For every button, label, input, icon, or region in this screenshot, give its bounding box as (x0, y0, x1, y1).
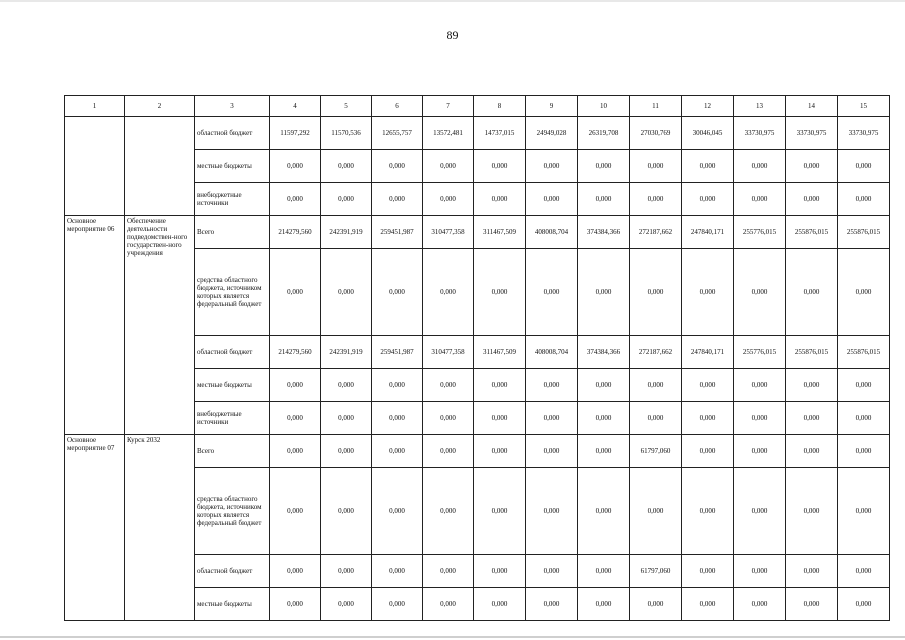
source-label: областной бюджет (195, 555, 270, 588)
value-cell: 255776,015 (734, 336, 786, 369)
value-cell: 0,000 (270, 468, 321, 555)
value-cell: 0,000 (270, 369, 321, 402)
value-cell: 255876,015 (838, 216, 890, 249)
column-number-9: 9 (526, 96, 578, 117)
value-cell: 408008,704 (526, 216, 578, 249)
source-label: местные бюджеты (195, 150, 270, 183)
header-row (65, 96, 890, 117)
value-cell: 214279,560 (270, 336, 321, 369)
value-cell: 0,000 (474, 369, 526, 402)
value-cell: 0,000 (270, 435, 321, 468)
value-cell: 0,000 (786, 183, 838, 216)
value-cell: 259451,987 (372, 336, 423, 369)
scan-edge-top (0, 0, 905, 2)
value-cell: 0,000 (270, 402, 321, 435)
column-number-11: 11 (630, 96, 682, 117)
value-cell: 0,000 (321, 588, 372, 621)
value-cell: 0,000 (838, 183, 890, 216)
value-cell: 30046,045 (682, 117, 734, 150)
value-cell: 0,000 (321, 468, 372, 555)
value-cell: 0,000 (474, 183, 526, 216)
column-number-15: 15 (838, 96, 890, 117)
value-cell: 0,000 (630, 249, 682, 336)
value-cell: 0,000 (682, 468, 734, 555)
value-cell: 0,000 (423, 435, 474, 468)
value-cell: 0,000 (578, 555, 630, 588)
value-cell: 0,000 (423, 369, 474, 402)
value-cell: 311467,509 (474, 336, 526, 369)
value-cell: 0,000 (838, 150, 890, 183)
value-cell: 272187,662 (630, 336, 682, 369)
value-cell: 13572,481 (423, 117, 474, 150)
measure-cell: Основное мероприятие 07 (65, 435, 125, 621)
column-number-14: 14 (786, 96, 838, 117)
value-cell: 0,000 (786, 468, 838, 555)
table-row (65, 435, 890, 468)
value-cell: 0,000 (526, 369, 578, 402)
measure-name-cell: Обеспечение деятельности подведомствен-ного государствен-ного учреждения (125, 216, 195, 435)
column-number-10: 10 (578, 96, 630, 117)
value-cell: 0,000 (630, 468, 682, 555)
measure-name-cell (125, 117, 195, 216)
value-cell: 61797,060 (630, 555, 682, 588)
value-cell: 0,000 (321, 249, 372, 336)
value-cell: 310477,358 (423, 216, 474, 249)
source-label: внебюджетные источники (195, 183, 270, 216)
value-cell: 0,000 (321, 369, 372, 402)
value-cell: 0,000 (786, 249, 838, 336)
value-cell: 0,000 (630, 183, 682, 216)
value-cell: 0,000 (372, 369, 423, 402)
value-cell: 14737,015 (474, 117, 526, 150)
value-cell: 0,000 (372, 402, 423, 435)
value-cell: 0,000 (786, 588, 838, 621)
value-cell: 0,000 (526, 468, 578, 555)
value-cell: 0,000 (786, 435, 838, 468)
value-cell: 0,000 (682, 150, 734, 183)
value-cell: 0,000 (372, 150, 423, 183)
value-cell: 0,000 (526, 435, 578, 468)
measure-cell: Основное мероприятие 06 (65, 216, 125, 435)
value-cell: 0,000 (526, 555, 578, 588)
source-label: областной бюджет (195, 336, 270, 369)
budget-table (64, 95, 890, 621)
source-label: внебюджетные источники (195, 402, 270, 435)
value-cell: 0,000 (372, 555, 423, 588)
value-cell: 214279,560 (270, 216, 321, 249)
value-cell: 0,000 (734, 468, 786, 555)
value-cell: 0,000 (321, 555, 372, 588)
column-number-4: 4 (270, 96, 321, 117)
table-row (65, 117, 890, 150)
column-number-3: 3 (195, 96, 270, 117)
value-cell: 0,000 (838, 402, 890, 435)
column-number-7: 7 (423, 96, 474, 117)
value-cell: 0,000 (734, 249, 786, 336)
value-cell: 0,000 (423, 588, 474, 621)
value-cell: 255876,015 (838, 336, 890, 369)
value-cell: 0,000 (474, 435, 526, 468)
column-number-1: 1 (65, 96, 125, 117)
source-label: областной бюджет (195, 117, 270, 150)
measure-cell (65, 117, 125, 216)
value-cell: 0,000 (423, 249, 474, 336)
value-cell: 0,000 (682, 249, 734, 336)
value-cell: 0,000 (321, 183, 372, 216)
source-label: Всего (195, 435, 270, 468)
value-cell: 0,000 (578, 435, 630, 468)
value-cell: 0,000 (474, 402, 526, 435)
page-number: 89 (446, 28, 459, 42)
value-cell: 0,000 (423, 555, 474, 588)
value-cell: 0,000 (526, 249, 578, 336)
value-cell: 0,000 (734, 588, 786, 621)
value-cell: 259451,987 (372, 216, 423, 249)
column-number-12: 12 (682, 96, 734, 117)
value-cell: 255876,015 (786, 336, 838, 369)
value-cell: 0,000 (270, 150, 321, 183)
value-cell: 0,000 (423, 150, 474, 183)
value-cell: 247840,171 (682, 336, 734, 369)
value-cell: 0,000 (786, 369, 838, 402)
value-cell: 0,000 (423, 183, 474, 216)
value-cell: 242391,919 (321, 216, 372, 249)
value-cell: 374384,366 (578, 336, 630, 369)
value-cell: 272187,662 (630, 216, 682, 249)
value-cell: 0,000 (682, 588, 734, 621)
value-cell: 0,000 (630, 369, 682, 402)
value-cell: 0,000 (321, 402, 372, 435)
value-cell: 0,000 (578, 183, 630, 216)
value-cell: 255776,015 (734, 216, 786, 249)
value-cell: 0,000 (838, 369, 890, 402)
value-cell: 242391,919 (321, 336, 372, 369)
value-cell: 0,000 (321, 435, 372, 468)
value-cell: 0,000 (734, 150, 786, 183)
value-cell: 0,000 (578, 402, 630, 435)
value-cell: 0,000 (682, 555, 734, 588)
value-cell: 0,000 (474, 555, 526, 588)
value-cell: 0,000 (630, 588, 682, 621)
value-cell: 61797,060 (630, 435, 682, 468)
value-cell: 26319,708 (578, 117, 630, 150)
value-cell: 0,000 (838, 435, 890, 468)
value-cell: 0,000 (372, 468, 423, 555)
value-cell: 0,000 (526, 588, 578, 621)
value-cell: 0,000 (630, 402, 682, 435)
value-cell: 0,000 (526, 150, 578, 183)
source-label: местные бюджеты (195, 588, 270, 621)
value-cell: 33730,975 (838, 117, 890, 150)
value-cell: 0,000 (372, 183, 423, 216)
value-cell: 311467,509 (474, 216, 526, 249)
value-cell: 0,000 (734, 402, 786, 435)
value-cell: 0,000 (682, 435, 734, 468)
value-cell: 0,000 (270, 588, 321, 621)
value-cell: 0,000 (474, 588, 526, 621)
table-row (65, 216, 890, 249)
value-cell: 247840,171 (682, 216, 734, 249)
value-cell: 0,000 (578, 249, 630, 336)
value-cell: 0,000 (526, 183, 578, 216)
value-cell: 0,000 (786, 150, 838, 183)
value-cell: 24949,028 (526, 117, 578, 150)
value-cell: 0,000 (372, 249, 423, 336)
column-number-13: 13 (734, 96, 786, 117)
value-cell: 0,000 (474, 150, 526, 183)
measure-name-cell: Курск 2032 (125, 435, 195, 621)
value-cell: 310477,358 (423, 336, 474, 369)
value-cell: 0,000 (734, 435, 786, 468)
value-cell: 0,000 (838, 555, 890, 588)
value-cell: 0,000 (270, 183, 321, 216)
value-cell: 0,000 (474, 249, 526, 336)
value-cell: 0,000 (423, 402, 474, 435)
column-number-5: 5 (321, 96, 372, 117)
value-cell: 12655,757 (372, 117, 423, 150)
value-cell: 0,000 (578, 369, 630, 402)
value-cell: 0,000 (423, 468, 474, 555)
value-cell: 0,000 (734, 183, 786, 216)
source-label: местные бюджеты (195, 369, 270, 402)
value-cell: 0,000 (526, 402, 578, 435)
value-cell: 374384,366 (578, 216, 630, 249)
value-cell: 0,000 (786, 555, 838, 588)
value-cell: 0,000 (474, 468, 526, 555)
value-cell: 33730,975 (786, 117, 838, 150)
column-number-6: 6 (372, 96, 423, 117)
value-cell: 0,000 (838, 588, 890, 621)
value-cell: 27030,769 (630, 117, 682, 150)
value-cell: 0,000 (372, 435, 423, 468)
value-cell: 255876,015 (786, 216, 838, 249)
scan-edge-bottom (0, 636, 905, 638)
value-cell: 11570,536 (321, 117, 372, 150)
value-cell: 0,000 (786, 402, 838, 435)
value-cell: 0,000 (630, 150, 682, 183)
column-number-8: 8 (474, 96, 526, 117)
value-cell: 408008,704 (526, 336, 578, 369)
column-number-2: 2 (125, 96, 195, 117)
source-label: Всего (195, 216, 270, 249)
value-cell: 0,000 (838, 249, 890, 336)
value-cell: 0,000 (682, 183, 734, 216)
value-cell: 0,000 (682, 402, 734, 435)
value-cell: 0,000 (734, 555, 786, 588)
value-cell: 0,000 (372, 588, 423, 621)
source-label: средства областного бюджета, источником которых является федеральный бюджет (195, 468, 270, 555)
value-cell: 11597,292 (270, 117, 321, 150)
value-cell: 0,000 (682, 369, 734, 402)
value-cell: 0,000 (270, 249, 321, 336)
value-cell: 33730,975 (734, 117, 786, 150)
source-label: средства областного бюджета, источником которых является федеральный бюджет (195, 249, 270, 336)
value-cell: 0,000 (578, 468, 630, 555)
value-cell: 0,000 (734, 369, 786, 402)
value-cell: 0,000 (578, 588, 630, 621)
value-cell: 0,000 (270, 555, 321, 588)
value-cell: 0,000 (578, 150, 630, 183)
value-cell: 0,000 (321, 150, 372, 183)
value-cell: 0,000 (838, 468, 890, 555)
